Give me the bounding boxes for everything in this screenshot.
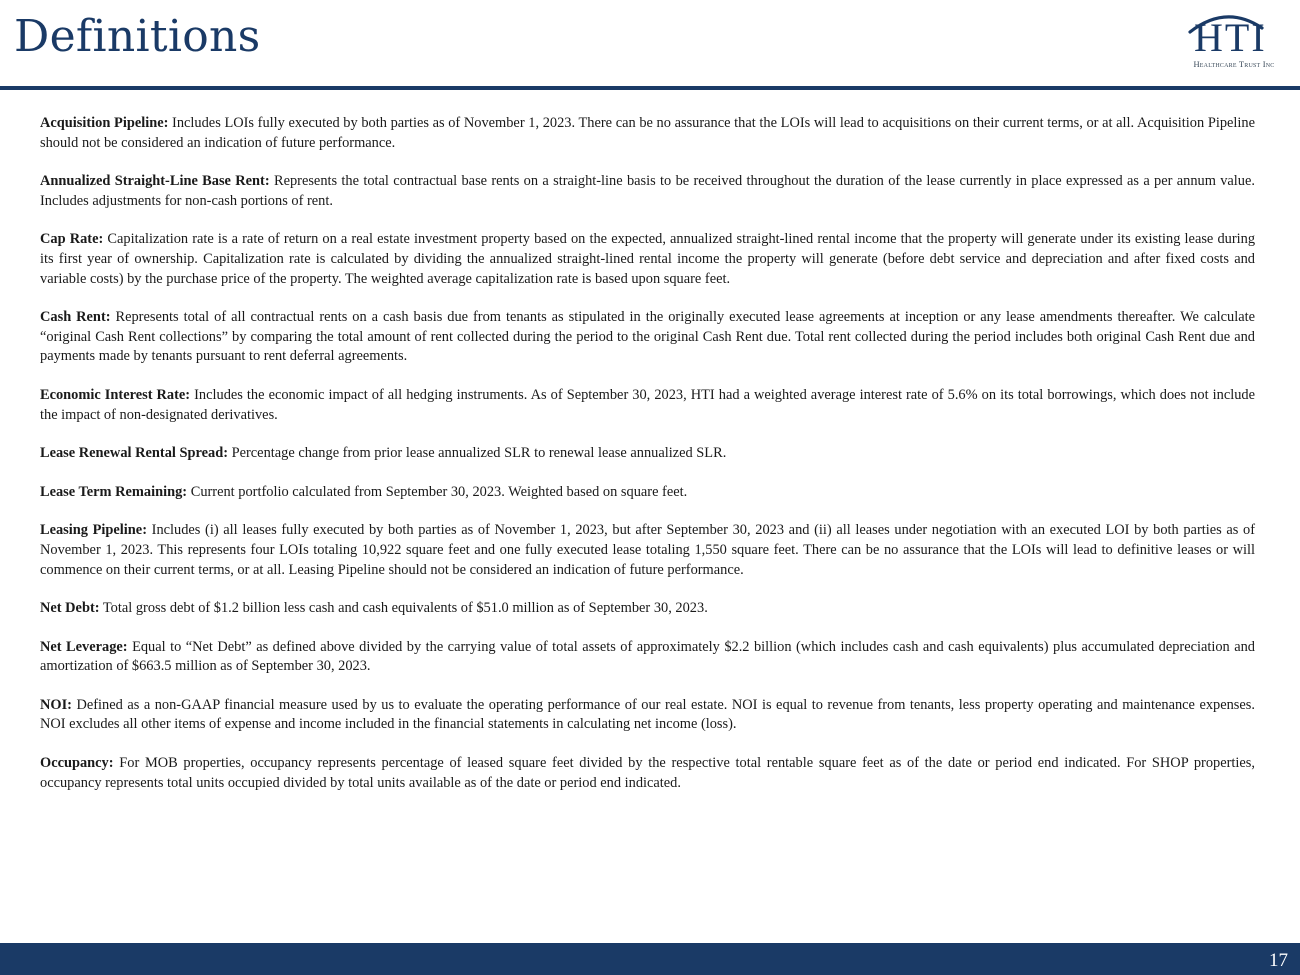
definition-term: Cap Rate: — [40, 231, 104, 248]
definition-text: Represents total of all contractual rents on a cash basis due from tenants as stipulated in the originally executed lease agreements at inception or any lease amendments thereafter. We calculate “original Cash Rent collections” by comparing the total amount of rent collected during the period to the original Cash Rent due. Total rent collected during the period includes both original Cash Rent due and payments made by tenants pursuant to rent deferral agreements. — [40, 309, 1255, 365]
definition-term: Net Debt: — [40, 600, 100, 617]
definition-text: Current portfolio calculated from September 30, 2023. Weighted based on square feet. — [190, 483, 688, 500]
logo-mark: HTI — [1194, 15, 1267, 60]
definition-text: Defined as a non-GAAP financial measure used by us to evaluate the operating performance of our real estate. NOI is equal to revenue from tenants, less property operating and maintenance expenses. NOI excludes all other items of expense and income included in the financial statements in calculating net income (loss). — [40, 696, 1255, 733]
definition-item — [40, 172, 1255, 211]
definition-text: Includes LOIs fully executed by both parties as of November 1, 2023. There can be no assurance that the LOIs will lead to acquisitions on their current terms, or at all. Acquisition Pipeline should not be considered an indication of future performance. — [40, 115, 1255, 151]
definition-term: Lease Term Remaining: — [40, 483, 188, 500]
logo-subtitle: Healthcare Trust Inc — [1193, 59, 1275, 69]
definition-item — [40, 386, 1255, 425]
definition-text: Percentage change from prior lease annualized SLR to renewal lease annualized SLR. — [231, 445, 727, 462]
definition-text: Equal to “Net Debt” as defined above divided by the carrying value of total assets of approximately $2.2 billion (which includes cash and cash equivalents) plus accumulated depreciation and amortization of $663.5 million as of September 30, 2023. — [40, 638, 1256, 675]
definition-item — [40, 521, 1255, 580]
definition-term: Annualized Straight-Line Base Rent: — [40, 173, 270, 190]
company-logo — [1180, 10, 1288, 74]
definition-item — [40, 444, 1255, 464]
definition-term: Leasing Pipeline: — [40, 522, 147, 539]
definition-item — [40, 114, 1255, 153]
page-number: 17 — [1269, 950, 1288, 971]
definition-text: Includes (i) all leases fully executed by both parties as of November 1, 2023, but after September 30, 2023 and (ii) all leases under negotiation with an executed LOI by both parties as of November 1, 2023. This represents four LOIs totaling 10,922 square feet and one fully executed lease totaling 1,550 square feet. There can be no assurance that the LOIs will lead to definitive leases or will commence on their current terms, or at all. Leasing Pipeline should not be considered an indication of future performance. — [40, 522, 1255, 578]
header-divider — [0, 86, 1300, 90]
definition-text: Capitalization rate is a rate of return on a real estate investment property based on the expected, annualized straight-lined rental income that the property will generate under its existing lease during its first year of ownership. Capitalization rate is calculated by dividing the annualized straight-lined rental income the property will generate (before debt service and depreciation and after fixed costs and variable costs) by the purchase price of the property. The weighted average capitalization rate is based upon square feet. — [40, 231, 1256, 287]
definition-item — [40, 483, 1255, 503]
definition-text: Total gross debt of $1.2 billion less cash and cash equivalents of $51.0 million as of September 30, 2023. — [102, 600, 708, 617]
definitions-list — [40, 114, 1255, 812]
definition-text: Represents the total contractual base rents on a straight-line basis to be received throughout the duration of the lease currently in place expressed as a per annum value. Includes adjustments for non-cash portions of rent. — [40, 173, 1255, 209]
page-title: Definitions — [14, 11, 261, 62]
definition-term: Net Leverage: — [40, 638, 128, 655]
definition-item — [40, 599, 1255, 619]
definition-term: Acquisition Pipeline: — [40, 115, 169, 131]
definition-item — [40, 638, 1255, 677]
definition-text: Includes the economic impact of all hedging instruments. As of September 30, 2023, HTI had a weighted average interest rate of 5.6% on its total borrowings, which does not include the impact of non-designated derivatives. — [40, 386, 1255, 423]
definition-term: Cash Rent: — [40, 309, 111, 326]
definition-item — [40, 696, 1255, 735]
definition-text: For MOB properties, occupancy represents percentage of leased square feet divided by the respective total rentable square feet as of the date or period end indicated. For SHOP properties, occupancy represents total units occupied divided by total units available as of the date or period end indicated. — [40, 755, 1255, 791]
definition-term: Occupancy: — [40, 755, 114, 772]
definition-item — [40, 230, 1255, 289]
definition-term: Lease Renewal Rental Spread: — [40, 445, 228, 462]
definition-item — [40, 308, 1255, 367]
definition-term: Economic Interest Rate: — [40, 386, 191, 403]
definition-term: NOI: — [40, 696, 72, 713]
definition-item — [40, 754, 1255, 793]
footer-bar — [0, 943, 1300, 975]
